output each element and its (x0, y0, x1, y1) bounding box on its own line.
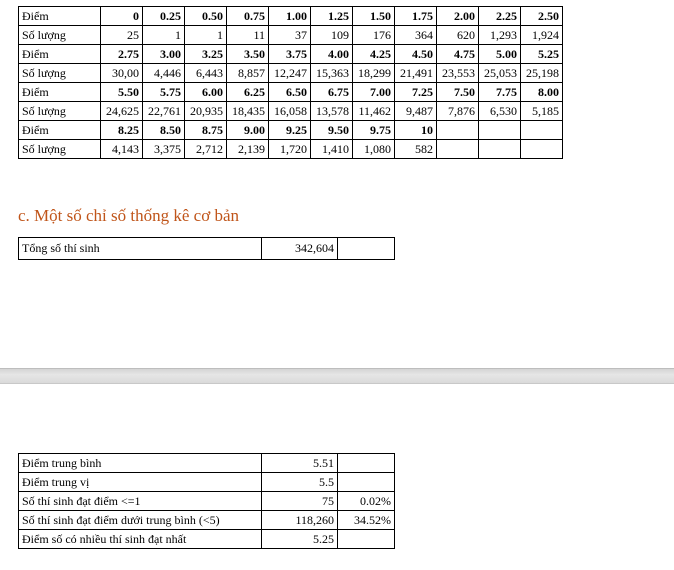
score-value-cell: 9.50 (311, 121, 353, 140)
score-value-cell (521, 121, 563, 140)
count-value-cell: 2,712 (185, 140, 227, 159)
count-value-cell: 4,446 (143, 64, 185, 83)
count-value-cell: 23,553 (437, 64, 479, 83)
count-value-cell: 1,720 (269, 140, 311, 159)
score-value-cell: 4.50 (395, 45, 437, 64)
score-value-cell: 7.75 (479, 83, 521, 102)
score-value-cell: 7.25 (395, 83, 437, 102)
count-value-cell: 620 (437, 26, 479, 45)
score-value-cell: 5.25 (521, 45, 563, 64)
score-value-cell: 1.00 (269, 7, 311, 26)
stat-percent (338, 454, 395, 473)
count-value-cell (521, 140, 563, 159)
count-label: Số lượng (19, 64, 101, 83)
count-value-cell: 582 (395, 140, 437, 159)
score-value-cell: 10 (395, 121, 437, 140)
count-value-cell: 1,293 (479, 26, 521, 45)
count-value-cell: 1 (143, 26, 185, 45)
count-value-cell: 8,857 (227, 64, 269, 83)
count-value-cell: 18,299 (353, 64, 395, 83)
count-value-cell: 7,876 (437, 102, 479, 121)
stat-label: Số thí sinh đạt điểm <=1 (19, 492, 262, 511)
count-value-cell: 5,185 (521, 102, 563, 121)
count-value-cell: 25,053 (479, 64, 521, 83)
count-value-cell: 15,363 (311, 64, 353, 83)
score-value-cell: 2.75 (101, 45, 143, 64)
count-value-cell: 20,935 (185, 102, 227, 121)
count-value-cell: 22,761 (143, 102, 185, 121)
score-value-cell (479, 121, 521, 140)
count-value-cell: 2,139 (227, 140, 269, 159)
stat-value: 5.51 (262, 454, 338, 473)
count-value-cell: 6,530 (479, 102, 521, 121)
count-value-cell: 18,435 (227, 102, 269, 121)
count-value-cell: 16,058 (269, 102, 311, 121)
count-row (19, 102, 563, 121)
count-value-cell: 9,487 (395, 102, 437, 121)
score-label: Điểm (19, 83, 101, 102)
score-value-cell: 3.00 (143, 45, 185, 64)
score-value-cell: 7.50 (437, 83, 479, 102)
count-value-cell: 24,625 (101, 102, 143, 121)
count-label: Số lượng (19, 102, 101, 121)
stat-value: 75 (262, 492, 338, 511)
score-value-cell: 8.25 (101, 121, 143, 140)
score-value-cell: 0.75 (227, 7, 269, 26)
score-value-cell: 9.25 (269, 121, 311, 140)
count-value-cell: 1,924 (521, 26, 563, 45)
stat-label: Số thí sinh đạt điểm dưới trung bình (<5) (19, 511, 262, 530)
score-value-cell: 5.75 (143, 83, 185, 102)
score-label: Điểm (19, 7, 101, 26)
stat-value: 118,260 (262, 511, 338, 530)
stats-row (19, 492, 395, 511)
score-value-cell: 2.25 (479, 7, 521, 26)
total-label: Tổng số thí sinh (19, 238, 262, 260)
score-value-cell: 3.50 (227, 45, 269, 64)
count-value-cell: 37 (269, 26, 311, 45)
score-label: Điểm (19, 45, 101, 64)
count-value-cell (437, 140, 479, 159)
count-value-cell: 1 (185, 26, 227, 45)
count-row (19, 26, 563, 45)
score-value-cell: 5.50 (101, 83, 143, 102)
score-value-cell: 6.25 (227, 83, 269, 102)
count-value-cell: 176 (353, 26, 395, 45)
score-row (19, 121, 563, 140)
score-value-cell: 2.50 (521, 7, 563, 26)
score-distribution-table (18, 6, 563, 159)
score-value-cell: 6.50 (269, 83, 311, 102)
score-value-cell (437, 121, 479, 140)
score-value-cell: 4.25 (353, 45, 395, 64)
score-value-cell: 4.75 (437, 45, 479, 64)
stat-percent: 0.02% (338, 492, 395, 511)
count-value-cell: 11 (227, 26, 269, 45)
stat-label: Điểm trung vị (19, 473, 262, 492)
score-value-cell: 3.25 (185, 45, 227, 64)
count-row (19, 64, 563, 83)
count-value-cell: 3,375 (143, 140, 185, 159)
score-value-cell: 5.00 (479, 45, 521, 64)
count-row (19, 140, 563, 159)
stats-row (19, 473, 395, 492)
score-value-cell: 7.00 (353, 83, 395, 102)
count-value-cell: 21,491 (395, 64, 437, 83)
score-value-cell: 8.00 (521, 83, 563, 102)
stat-value: 5.5 (262, 473, 338, 492)
score-value-cell: 1.50 (353, 7, 395, 26)
score-value-cell: 1.25 (311, 7, 353, 26)
stats-row (19, 454, 395, 473)
stat-label: Điểm số có nhiều thí sinh đạt nhất (19, 530, 262, 549)
count-value-cell: 6,443 (185, 64, 227, 83)
count-label: Số lượng (19, 26, 101, 45)
page-separator (0, 368, 674, 384)
score-value-cell: 9.00 (227, 121, 269, 140)
score-row (19, 45, 563, 64)
count-value-cell: 11,462 (353, 102, 395, 121)
score-value-cell: 6.00 (185, 83, 227, 102)
count-value-cell: 364 (395, 26, 437, 45)
count-value-cell: 25 (101, 26, 143, 45)
stat-percent: 34.52% (338, 511, 395, 530)
score-value-cell: 6.75 (311, 83, 353, 102)
score-value-cell: 8.75 (185, 121, 227, 140)
table-row (19, 238, 395, 260)
count-value-cell: 13,578 (311, 102, 353, 121)
total-extra (338, 238, 395, 260)
count-value-cell (479, 140, 521, 159)
score-value-cell: 0.25 (143, 7, 185, 26)
stat-label: Điểm trung bình (19, 454, 262, 473)
count-value-cell: 1,080 (353, 140, 395, 159)
score-value-cell: 1.75 (395, 7, 437, 26)
stat-percent (338, 473, 395, 492)
score-value-cell: 2.00 (437, 7, 479, 26)
score-value-cell: 3.75 (269, 45, 311, 64)
count-value-cell: 1,410 (311, 140, 353, 159)
count-value-cell: 25,198 (521, 64, 563, 83)
stats-row (19, 530, 395, 549)
total-value: 342,604 (262, 238, 338, 260)
count-value-cell: 30,00 (101, 64, 143, 83)
stat-percent (338, 530, 395, 549)
score-value-cell: 0.50 (185, 7, 227, 26)
statistics-table (18, 453, 395, 549)
total-candidates-table (18, 237, 395, 260)
score-value-cell: 4.00 (311, 45, 353, 64)
count-value-cell: 12,247 (269, 64, 311, 83)
score-value-cell: 9.75 (353, 121, 395, 140)
count-value-cell: 4,143 (101, 140, 143, 159)
stat-value: 5.25 (262, 530, 338, 549)
score-row (19, 83, 563, 102)
count-value-cell: 109 (311, 26, 353, 45)
stats-row (19, 511, 395, 530)
score-row (19, 7, 563, 26)
score-value-cell: 8.50 (143, 121, 185, 140)
section-title: c. Một số chỉ số thống kê cơ bản (18, 206, 239, 225)
score-value-cell: 0 (101, 7, 143, 26)
count-label: Số lượng (19, 140, 101, 159)
score-label: Điểm (19, 121, 101, 140)
